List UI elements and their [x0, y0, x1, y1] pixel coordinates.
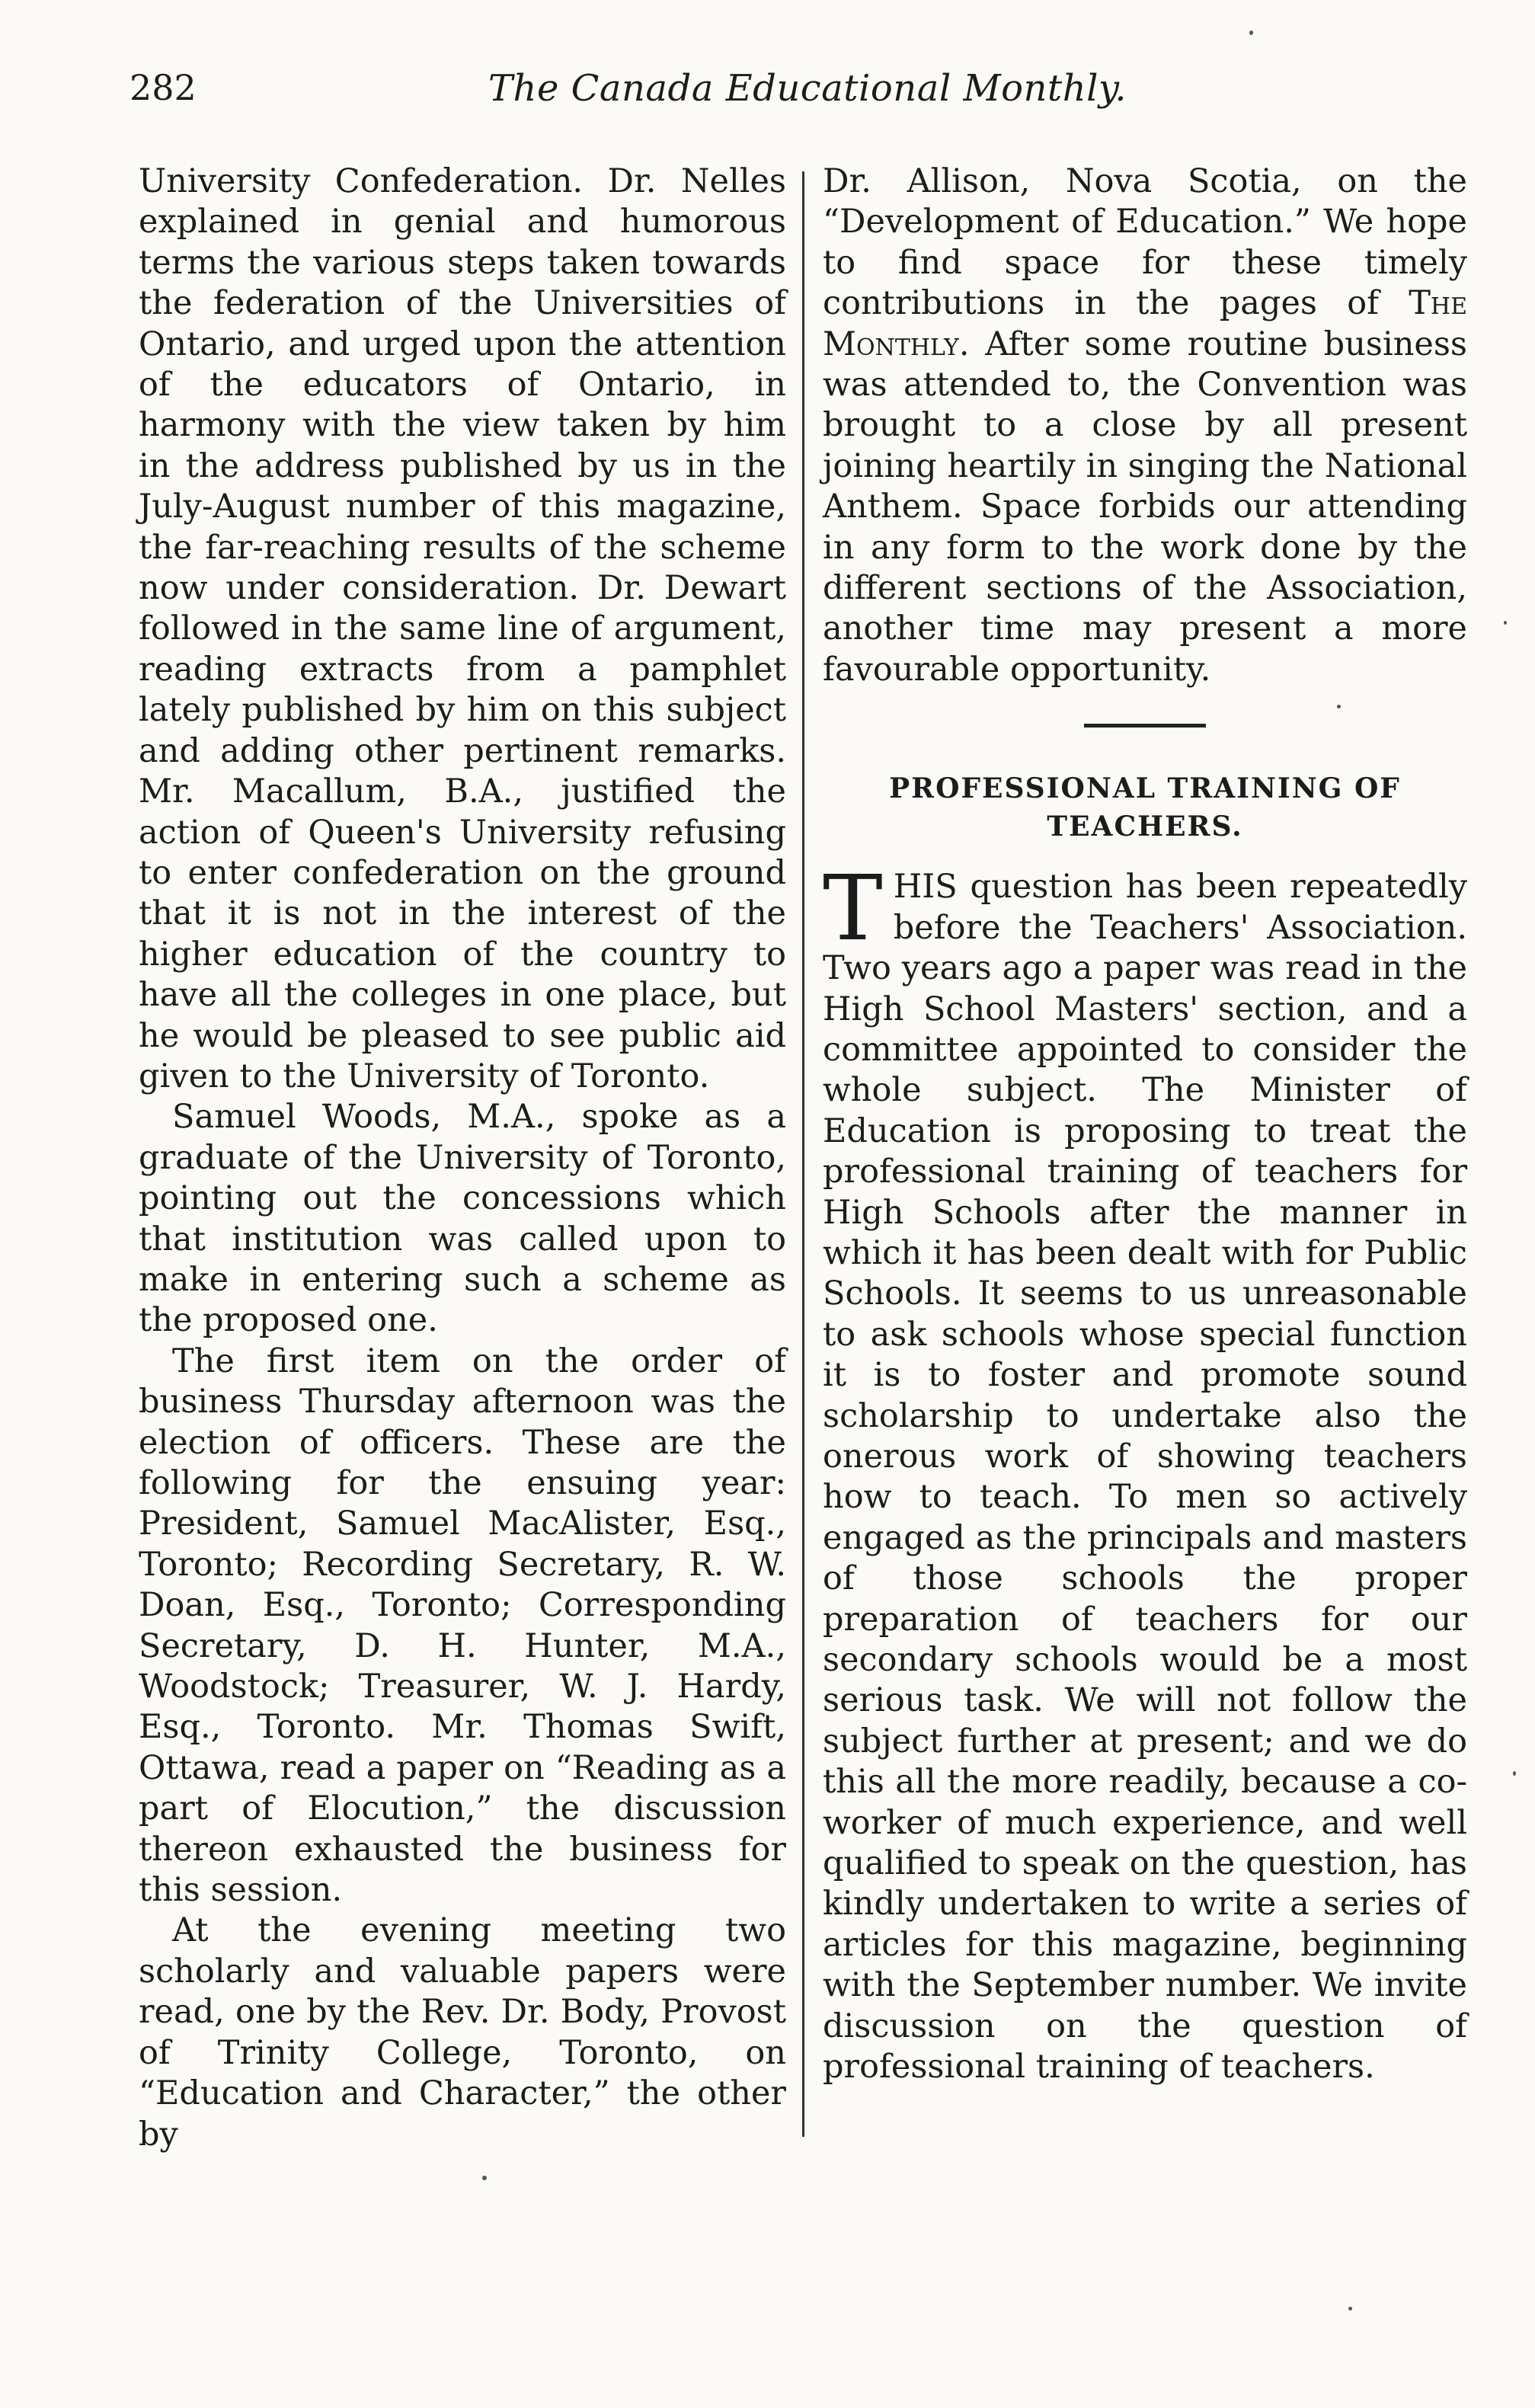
section-rule — [1084, 724, 1206, 728]
paragraph-professional-training — [823, 855, 1467, 2087]
paragraph-confederation: University Confederation. Dr. Nelles explained in genial and humorous terms the various steps taken towards the federation of the Universities of Ontario, and urged upon the attention of the educators of Ontario, in harmony with the view taken by him in the address published by us in the July-August number of this magazine, the far-reaching results of the scheme now under consideration. Dr. Dewart followed in the same line of argument, reading extracts from a pamphlet lately published by him on this subject and adding other pertinent remarks. Mr. Macallum, B.A., justified the action of Queen's University refusing to enter confederation on the ground that it is not in the interest of the higher education of the country to have all the colleges in one place, but he would be pleased to see public aid given to the University of Toronto. — [139, 162, 786, 1095]
page-header — [130, 67, 1485, 139]
magazine-name-smallcaps: The Monthly. — [823, 284, 1467, 363]
section-heading: PROFESSIONAL TRAINING OF TEACHERS. — [889, 772, 1401, 843]
paragraph-professional-training-text: HIS question has been repeatedly before the Teachers' Association. Two years ago a paper was read in the High School Masters' section, and a committee appointed to consider the whole subject. The Minister of Education is proposing to treat the professional training of teachers for High Schools after the manner in which it has been dealt with for Public Schools. It seems to us unreasonable to ask schools whose special function it is to foster and promote sound scholarship to undertake also the onerous work of showing teachers how to teach. To men so actively engaged as the principals and masters of those schools the proper preparation of teachers for our secondary schools would be a most serious task. We will not follow the subject further at present; and we do this all the more readily, because a co-worker of much experience, and well qualified to speak on the question, has kindly undertaken to write a series of articles for this magazine, beginning with the September number. We invite discussion on the question of professional training of teachers. — [823, 868, 1467, 2087]
paragraph-allison-text-b: After some routine business was attended to, the Convention was brought to a close by all present joining heartily in singing the National Anthem. Space forbids our attending in any form to the work done by the different sections of the Association, another time may present a more favourable opportunity. — [823, 325, 1467, 689]
page-number: 282 — [130, 67, 197, 108]
print-speck — [1348, 2307, 1352, 2310]
paragraph-evening-meeting: At the evening meeting two scholarly and valuable papers were read, one by the Rev. Dr. Body, Provost of Trinity College, Toronto, on “Education and Character,” the other by — [139, 1911, 786, 2154]
drop-cap: T — [823, 855, 883, 961]
running-title: The Canada Educational Monthly. — [488, 67, 1127, 110]
left-column — [139, 161, 786, 2155]
paragraph-election-of-officers: The first item on the order of business Thursday afternoon was the election of officers. These are the following for the ensuing year: President, Samuel MacAlister, Esq., Toronto; Recording Secretary, R. W. Doan, Esq., Toronto; Corresponding Secretary, D. H. Hunter, M.A., Woodstock; Treasurer, W. J. Hardy, Esq., Toronto. Mr. Thomas Swift, Ottawa, read a paper on “Reading as a part of Elocution,” the discussion thereon exhausted the business for this session. — [139, 1342, 786, 1910]
print-speck — [1513, 1771, 1516, 1776]
print-speck — [1249, 30, 1253, 35]
print-speck — [482, 2176, 487, 2180]
paragraph-allison-text-a: Dr. Allison, Nova Scotia, on the “Development of Education.” We hope to find space for these timely contributions in the pages of — [823, 162, 1467, 323]
paragraph-allison — [823, 161, 1467, 690]
print-speck — [1337, 705, 1341, 708]
paragraph-samuel-woods: Samuel Woods, M.A., spoke as a graduate of the University of Toronto, pointing out the concessions which that institution was called upon to make in entering such a scheme as the proposed one. — [139, 1098, 786, 1340]
right-column — [823, 161, 1467, 2087]
print-speck — [1504, 621, 1507, 625]
column-divider — [802, 171, 804, 2137]
